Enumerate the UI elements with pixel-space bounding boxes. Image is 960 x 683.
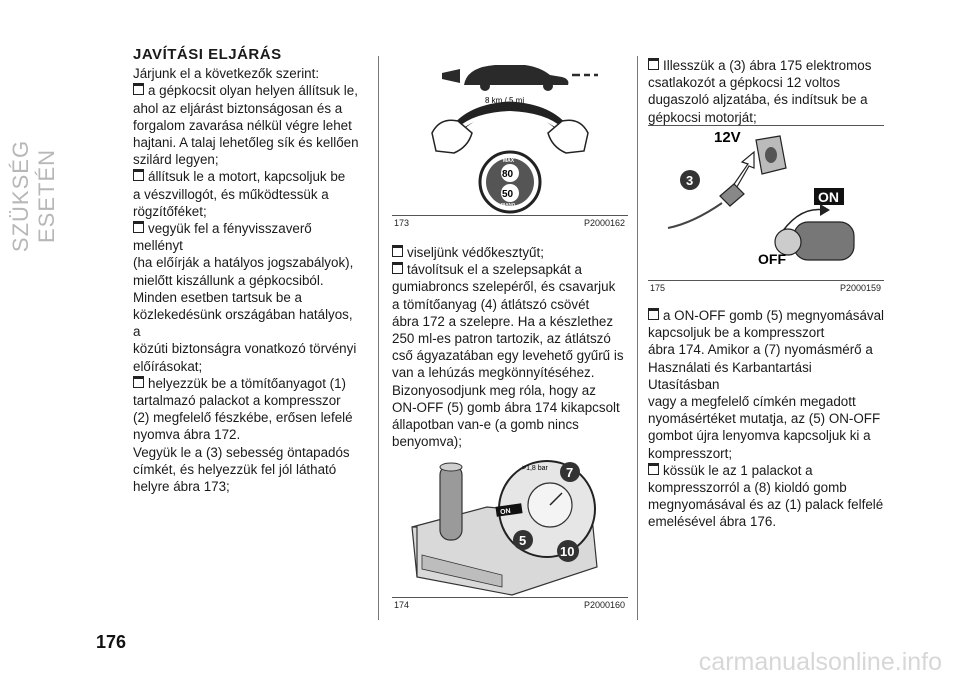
speed-label-text: 8 km / 5 mi — [485, 96, 525, 105]
text-line: nyomva ábra 172. — [133, 427, 241, 443]
column-divider — [378, 56, 379, 620]
text-line: címkét, és helyezzük fel jól látható — [133, 461, 337, 477]
text-line: Használati és Karbantartási Utasításban — [648, 359, 812, 392]
page-number: 176 — [96, 632, 127, 652]
column-3-top — [648, 57, 884, 126]
figure-175-number: 175 — [650, 283, 666, 293]
pressure-label: >1,8 bar — [522, 465, 548, 472]
column-2 — [392, 244, 628, 450]
text-line: állapotban van-e (a gomb nincs — [392, 417, 579, 433]
power-socket-illustration — [648, 128, 884, 278]
text-line: Járjunk el a következők szerint: — [133, 66, 320, 82]
text-line: Bizonyosodjunk meg róla, hogy az — [392, 382, 596, 398]
bullet-line: állítsuk le a motort, kapcsoljuk be — [133, 168, 363, 185]
text-line: kapcsoljuk be a kompresszort — [648, 325, 825, 341]
text-line: előírásokat; — [133, 358, 203, 374]
column-3-top-text — [648, 57, 884, 126]
watermark: carmanualsonline.info — [698, 648, 942, 676]
callout-3 — [680, 170, 700, 190]
text-line: tartalmazó palackot a kompresszor — [133, 393, 341, 409]
column-divider-2 — [637, 56, 638, 620]
bullet-line: viseljünk védőkesztyűt; — [392, 244, 628, 261]
section-heading: JAVÍTÁSI ELJÁRÁS — [133, 46, 282, 63]
text-line: megnyomásával és az (1) palack felfelé — [648, 497, 884, 513]
column-3-bottom — [648, 307, 884, 531]
cable-icon — [668, 203, 722, 228]
column-2-text — [392, 244, 628, 450]
text-line: vagy a megfelelő címkén megadott — [648, 394, 856, 410]
sign-top-text: MAX — [503, 158, 515, 164]
column-1-text — [133, 65, 363, 495]
figure-175-code: P2000159 — [840, 283, 882, 293]
text-line: Vegyük le a (3) sebesség öntapadós — [133, 444, 350, 460]
sign-bottom-text: PIANO — [501, 202, 516, 207]
svg-text:5: 5 — [519, 533, 527, 548]
off-label-text: OFF — [758, 251, 786, 267]
text-line: hajtani. A talaj lehetőleg sík és kellően — [133, 135, 359, 151]
bullet-line: kössük le az 1 palackot a — [648, 462, 884, 479]
sign-value-2: 50 — [502, 189, 514, 200]
text-line: gombot újra lenyomva kapcsoljuk ki a — [648, 428, 871, 444]
text-line: kompresszort; — [648, 445, 733, 461]
on-off-knob-icon — [794, 222, 854, 260]
figure-174-rule — [392, 597, 628, 598]
text-line: gépkocsi motorját; — [648, 109, 757, 125]
text-line: 250 ml-es patron tartozik, az átlátszó — [392, 331, 611, 347]
text-line: (ha előírják a hatályos jogszabályok), — [133, 255, 354, 271]
bullet-line: Illesszük a (3) ábra 175 elektromos — [648, 57, 884, 74]
text-line: mielőtt kiszállunk a gépkocsiból. — [133, 272, 324, 288]
svg-text:10: 10 — [560, 544, 575, 559]
section-side-tab: SZÜKSÉG ESETÉN — [8, 139, 59, 253]
text-line: van a lehúzás megkönnyítéséhez. — [392, 365, 595, 381]
text-line: Minden esetben tartsuk be a — [133, 289, 302, 305]
text-line: forgalom zavarása nélkül végre lehet — [133, 117, 352, 133]
column-3-bottom-text — [648, 307, 884, 531]
sealant-bottle-icon — [440, 465, 462, 540]
on-label-text: ON — [818, 189, 839, 205]
text-line: helyre ábra 173; — [133, 479, 230, 495]
text-line: kompresszorról a (8) kioldó gomb — [648, 480, 847, 496]
text-line: ahol az eljárást biztonságosan és a — [133, 100, 343, 116]
figure-173-rule — [392, 215, 628, 216]
svg-text:7: 7 — [566, 465, 574, 480]
bullet-line: távolítsuk el a szelepsapkát a — [392, 261, 628, 278]
text-line: benyomva); — [392, 434, 462, 450]
figure-175-rule — [648, 280, 884, 281]
bullet-line: helyezzük be a tömítőanyagot (1) — [133, 375, 363, 392]
text-line: cső ágyazatában egy levehető gyűrű is — [392, 348, 624, 364]
text-line: ábra 172 a szelepre. Ha a készlethez — [392, 313, 614, 329]
text-line: közlekedésünk országában hatályos, a — [133, 307, 353, 340]
column-1 — [133, 46, 363, 495]
text-line: rögzítőféket; — [133, 203, 207, 219]
text-line: közúti biztonságra vonatkozó törvényi — [133, 341, 357, 357]
text-line: emelésével ábra 176. — [648, 514, 777, 530]
text-line: (2) megfelelő fészkébe, erősen lefelé — [133, 410, 353, 426]
plug-icon — [720, 184, 744, 206]
text-line: szilárd legyen; — [133, 152, 219, 168]
figure-175-top-rule — [648, 125, 884, 126]
figure-173-code: P2000162 — [584, 218, 626, 228]
text-line: ON-OFF (5) gomb ábra 174 kikapcsolt — [392, 399, 620, 415]
text-line: dugaszoló aljzatába, és indítsuk be a — [648, 92, 868, 108]
text-line: ábra 174. Amikor a (7) nyomásmérő a — [648, 342, 873, 358]
bullet-line: a gépkocsit olyan helyen állítsuk le, — [133, 82, 363, 99]
car-icon — [442, 65, 598, 91]
callout-5 — [513, 530, 533, 550]
callout-7 — [560, 462, 580, 482]
text-line: nyomásértéket mutatja, az (5) ON-OFF — [648, 411, 881, 427]
text-line: gumiabroncs szelepéről, és csavarjuk — [392, 279, 616, 295]
text-line: a tömítőanyag (4) átlátszó csövét — [392, 296, 590, 312]
on-button-text: ON — [499, 507, 512, 517]
figure-173-number: 173 — [394, 218, 410, 228]
voltage-label: 12V — [714, 129, 741, 146]
figure-174-code: P2000160 — [584, 600, 626, 610]
bullet-line: a ON-OFF gomb (5) megnyomásával — [648, 307, 884, 324]
text-line: csatlakozót a gépkocsi 12 voltos — [648, 75, 841, 91]
bullet-line: vegyük fel a fényvisszaverő mellényt — [133, 220, 363, 254]
text-line: a vészvillogót, és működtessük a — [133, 186, 329, 202]
sign-value-1: 80 — [502, 169, 514, 180]
svg-text:3: 3 — [686, 173, 694, 188]
speed-label-illustration — [390, 55, 630, 220]
compressor-illustration — [392, 447, 628, 597]
callout-10 — [557, 540, 579, 562]
figure-174-number: 174 — [394, 600, 410, 610]
